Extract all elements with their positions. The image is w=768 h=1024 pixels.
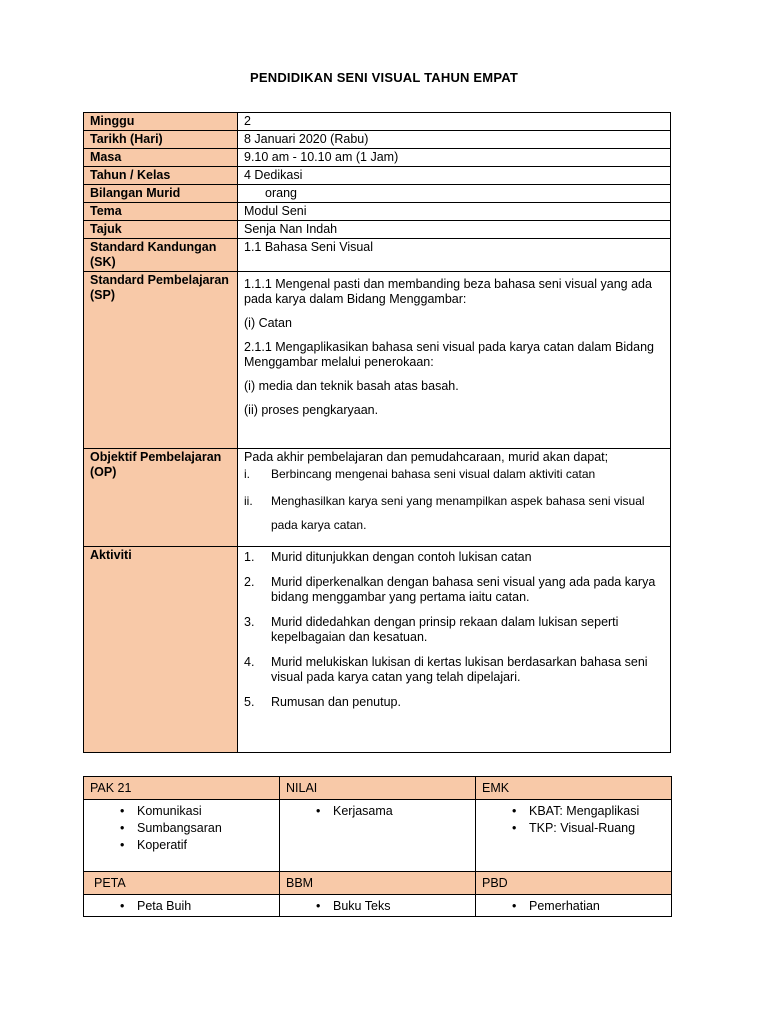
list-item: [244, 489, 665, 537]
label-tahun-kelas: Tahun / Kelas: [84, 167, 238, 185]
list-text: Murid diperkenalkan dengan bahasa seni visual yang ada pada karya bidang menggambar yang pertama iaitu catan.: [271, 575, 656, 604]
op-intro: Pada akhir pembelajaran dan pemudahcaraan, murid akan dapat;: [244, 450, 609, 464]
aktiviti-list: [244, 550, 665, 710]
list-item: • Koperatif: [90, 837, 273, 854]
list-number: 3.: [244, 615, 255, 629]
summary-content-row: [84, 895, 672, 917]
label-aktiviti: Aktiviti: [84, 547, 238, 753]
emk-list: [482, 803, 665, 837]
label-tarikh: Tarikh (Hari): [84, 131, 238, 149]
value-tema: Modul Seni: [238, 203, 671, 221]
nilai-list: [286, 803, 469, 820]
cell-pak21: [84, 800, 280, 872]
list-item: • Pemerhatian: [482, 898, 665, 915]
label-bilangan-murid: Bilangan Murid: [84, 185, 238, 203]
value-tarikh: 8 Januari 2020 (Rabu): [238, 131, 671, 149]
label-sp: Standard Pembelajaran (SP): [84, 272, 238, 449]
value-tajuk: Senja Nan Indah: [238, 221, 671, 239]
list-number: ii.: [244, 494, 253, 508]
value-tahun-kelas: 4 Dedikasi: [238, 167, 671, 185]
label-op: Objektif Pembelajaran (OP): [84, 449, 238, 547]
row-sk: [84, 239, 671, 272]
summary-content-row: [84, 800, 672, 872]
row-sp: [84, 272, 671, 449]
list-item: • KBAT: Mengaplikasi: [482, 803, 665, 820]
value-aktiviti: [238, 547, 671, 753]
header-peta: PETA: [84, 872, 280, 895]
header-pak21: PAK 21: [84, 777, 280, 800]
list-item: [244, 615, 665, 645]
list-text: Berbincang mengenai bahasa seni visual dalam aktiviti catan: [271, 467, 596, 481]
list-item: [244, 695, 665, 710]
summary-header-row: [84, 872, 672, 895]
value-sk: 1.1 Bahasa Seni Visual: [238, 239, 671, 272]
peta-list: [90, 898, 273, 915]
row-tarikh: [84, 131, 671, 149]
label-tajuk: Tajuk: [84, 221, 238, 239]
row-bilangan-murid: [84, 185, 671, 203]
value-minggu: 2: [238, 113, 671, 131]
list-item: [244, 550, 665, 565]
list-item: • Sumbangsaran: [90, 820, 273, 837]
label-masa: Masa: [84, 149, 238, 167]
list-number: 4.: [244, 655, 255, 669]
value-bilangan-murid: orang: [238, 185, 671, 203]
op-list: [244, 467, 665, 537]
bbm-list: [286, 898, 469, 915]
sp-paragraph: (ii) proses pengkaryaan.: [244, 403, 379, 417]
list-item: • Komunikasi: [90, 803, 273, 820]
value-sp: [238, 272, 671, 449]
list-number: 5.: [244, 695, 255, 709]
summary-table: [83, 776, 672, 917]
list-item: [244, 575, 665, 605]
page-title: PENDIDIKAN SENI VISUAL TAHUN EMPAT: [249, 70, 519, 85]
row-tajuk: [84, 221, 671, 239]
list-text: Menghasilkan karya seni yang menampilkan aspek bahasa seni visual pada karya catan.: [271, 494, 645, 532]
cell-emk: [476, 800, 672, 872]
list-item: • Peta Buih: [90, 898, 273, 915]
row-minggu: [84, 113, 671, 131]
row-op: [84, 449, 671, 547]
cell-peta: [84, 895, 280, 917]
label-tema: Tema: [84, 203, 238, 221]
list-number: 2.: [244, 575, 255, 589]
list-item: • TKP: Visual-Ruang: [482, 820, 665, 837]
lesson-details-table: [83, 112, 671, 753]
header-nilai: NILAI: [280, 777, 476, 800]
row-tahun-kelas: [84, 167, 671, 185]
value-masa: 9.10 am - 10.10 am (1 Jam): [238, 149, 671, 167]
list-item: [244, 655, 665, 685]
row-masa: [84, 149, 671, 167]
pak21-list: [90, 803, 273, 854]
sp-paragraph: (i) Catan: [244, 316, 292, 330]
sp-paragraph: 2.1.1 Mengaplikasikan bahasa seni visual pada karya catan dalam Bidang Menggambar melalui penerokaan:: [244, 340, 654, 369]
cell-bbm: [280, 895, 476, 917]
sp-paragraph: 1.1.1 Mengenal pasti dan membanding beza bahasa seni visual yang ada pada karya dalam Bidang Menggambar:: [244, 277, 652, 306]
sp-paragraph: (i) media dan teknik basah atas basah.: [244, 379, 459, 393]
pbd-list: [482, 898, 665, 915]
header-emk: EMK: [476, 777, 672, 800]
list-item: • Kerjasama: [286, 803, 469, 820]
list-number: i.: [244, 467, 250, 481]
list-text: Murid didedahkan dengan prinsip rekaan dalam lukisan seperti kepelbagaian dan kesatuan.: [271, 615, 619, 644]
list-number: 1.: [244, 550, 255, 564]
header-bbm: BBM: [280, 872, 476, 895]
list-text: Murid ditunjukkan dengan contoh lukisan catan: [271, 550, 532, 564]
label-minggu: Minggu: [84, 113, 238, 131]
list-item: [244, 467, 665, 482]
row-tema: [84, 203, 671, 221]
cell-nilai: [280, 800, 476, 872]
header-pbd: PBD: [476, 872, 672, 895]
list-text: Murid melukiskan lukisan di kertas lukisan berdasarkan bahasa seni visual pada karya catan yang telah dipelajari.: [271, 655, 648, 684]
row-aktiviti: [84, 547, 671, 753]
summary-header-row: [84, 777, 672, 800]
value-op: [238, 449, 671, 547]
list-text: Rumusan dan penutup.: [271, 695, 401, 709]
cell-pbd: [476, 895, 672, 917]
label-sk: Standard Kandungan (SK): [84, 239, 238, 272]
list-item: • Buku Teks: [286, 898, 469, 915]
